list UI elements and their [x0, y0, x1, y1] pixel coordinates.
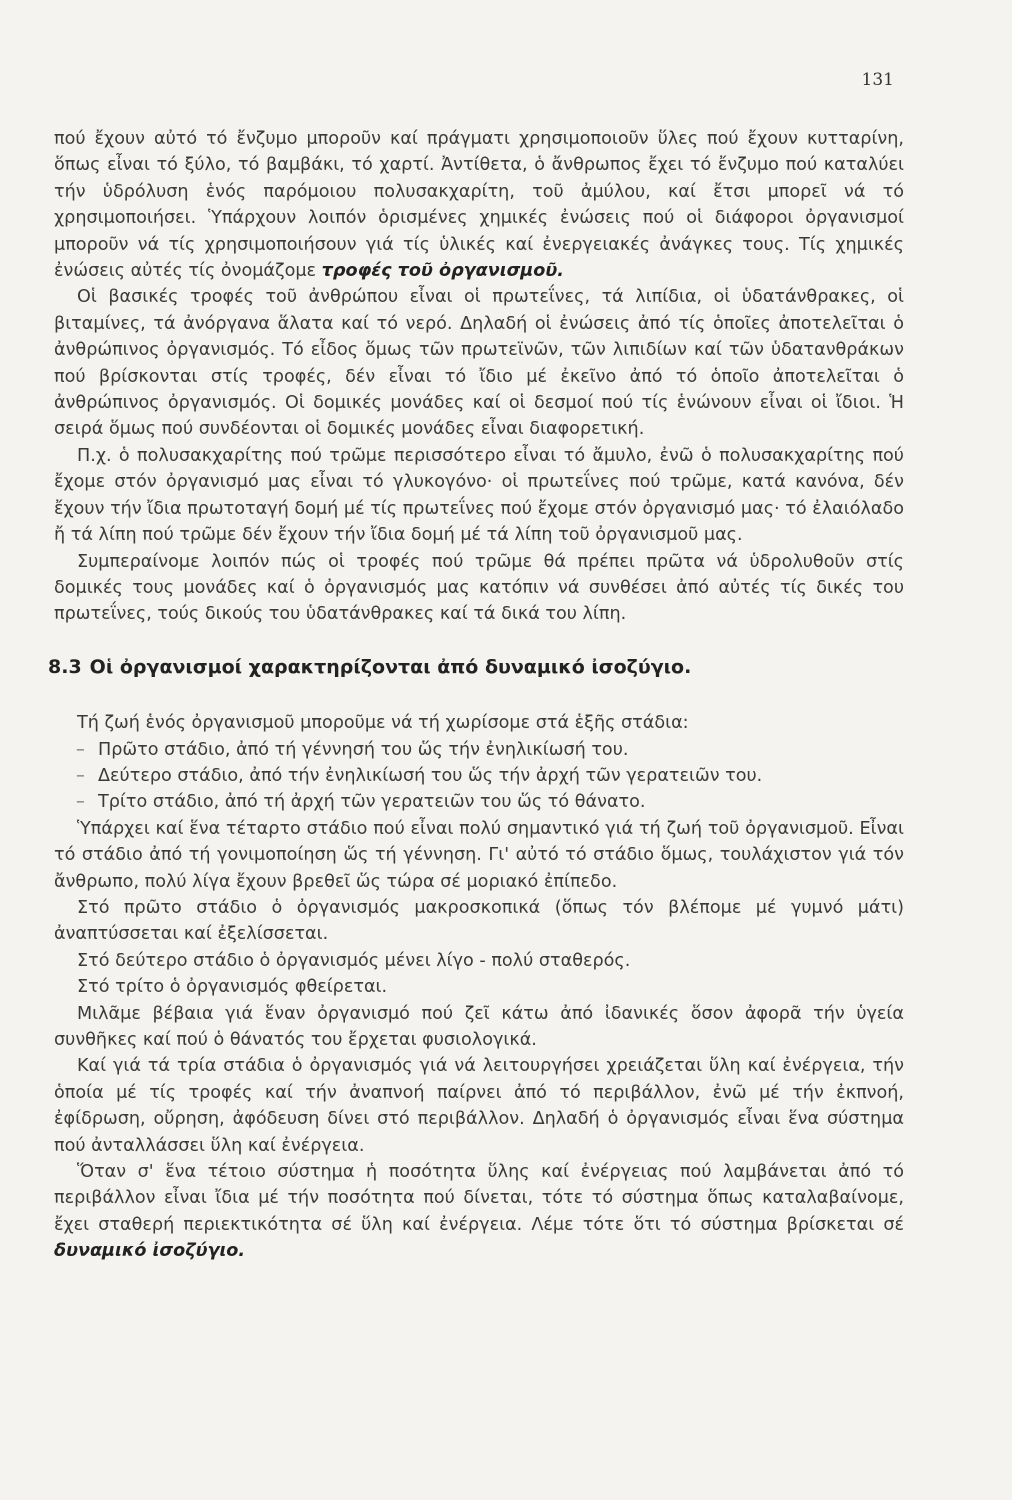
page-number: 131 [861, 70, 894, 90]
key-term: τροφές τοῦ ὀργανισμοῦ. [321, 261, 564, 282]
list-item: – Πρῶτο στάδιο, ἀπό τή γέννησή του ὥς τήν ἐνηλικίωσή του. [54, 737, 904, 763]
paragraph-text: Ὅταν σ' ἕνα τέτοιο σύστημα ἡ ποσότητα ὕλης καί ἐνέργειας πού λαμβάνεται ἀπό τό περιβάλλον εἶναι ἴδια μέ τήν ποσότητα πού δίνεται, τότε τό σύστημα ὅπως καταλαβαίνομε, ἔχει σταθερή περιεκτικότητα σέ ὕλη καί ἐνέργεια. Λέμε τότε ὅτι τό σύστημα βρίσκεται σέ [54, 1162, 904, 1235]
paragraph: Ὑπάρχει καί ἕνα τέταρτο στάδιο πού εἶναι πολύ σημαντικό γιά τή ζωή τοῦ ὀργανισμοῦ. Εἶναι τό στάδιο ἀπό τή γονιμοποίηση ὥς τή γέννηση. Γι' αὐτό τό στάδιο ὅμως, τουλάχιστον γιά τόν ἄνθρωπο, πολύ λίγα ἔχουν βρεθεῖ ὥς τώρα σέ μοριακό ἐπίπεδο. [54, 818, 904, 892]
paragraph [54, 1159, 904, 1265]
paragraph: Μιλᾶμε βέβαια γιά ἕναν ὀργανισμό πού ζεῖ κάτω ἀπό ἰδανικές ὅσον ἀφορᾶ τήν ὑγεία συνθῆκες καί πού ὁ θάνατός του ἔρχεται φυσιολογικά. [54, 1003, 904, 1050]
section-number: 8.3 [48, 655, 82, 678]
stage-list [54, 737, 904, 816]
paragraph-text: πού ἔχουν αὐτό τό ἔνζυμο μποροῦν καί πράγματι χρησιμοποιοῦν ὕλες πού ἔχουν κυτταρίνη, ὅπως εἶναι τό ξύλο, τό βαμβάκι, τό χαρτί. Ἀντίθετα, ὁ ἄνθρωπος ἔχει τό ἔνζυμο πού καταλύει τήν ὑδρόλυση ἑνός παρόμοιου πολυσακχαρίτη, τοῦ ἀμύλου, καί ἔτσι μπορεῖ νά τό χρησιμοποιήσει. Ὑπάρχουν λοιπόν ὁρισμένες χημικές ἐνώσεις πού οἱ διάφοροι ὀργανισμοί μποροῦν νά τίς χρησιμοποιήσουν γιά τίς ὑλικές καί ἐνεργειακές ἀνάγκες τους. Τίς χημικές ἐνώσεις αὐτές τίς ὀνομάζομε [54, 129, 904, 282]
list-item: – Τρίτο στάδιο, ἀπό τή ἀρχή τῶν γερατειῶν του ὥς τό θάνατο. [54, 789, 904, 815]
key-term: δυναμικό ἰσοζύγιο. [54, 1241, 246, 1262]
paragraph [54, 126, 904, 284]
paragraph: Συμπεραίνομε λοιπόν πώς οἱ τροφές πού τρῶμε θά πρέπει πρῶτα νά ὑδρολυθοῦν στίς δομικές τους μονάδες καί ὁ ὀργανισμός μας κατόπιν νά συνθέσει ἀπό αὐτές τίς δικές του πρωτεΐνες, τούς δικούς του ὑδατάνθρακες καί τά δικά του λίπη. [54, 551, 904, 625]
paragraph: Τή ζωή ἑνός ὀργανισμοῦ μποροῦμε νά τή χωρίσομε στά ἑξῆς στάδια: [77, 713, 689, 734]
paragraph: Π.χ. ὁ πολυσακχαρίτης πού τρῶμε περισσότερο εἶναι τό ἄμυλο, ἐνῶ ὁ πολυσακχαρίτης πού ἔχομε στόν ὀργανισμό μας εἶναι τό γλυκογόνο· οἱ πρωτεΐνες πού τρῶμε, κατά κανόνα, δέν ἔχουν τήν ἴδια πρωτοταγή δομή μέ τίς πρωτεΐνες πού ἔχομε στόν ὀργανισμό μας· τό ἐλαιόλαδο ἤ τά λίπη πού τρῶμε δέν ἔχουν τήν ἴδια δομή μέ τά λίπη τοῦ ὀργανισμοῦ μας. [54, 445, 904, 546]
paragraph: Οἱ βασικές τροφές τοῦ ἀνθρώπου εἶναι οἱ πρωτεΐνες, τά λιπίδια, οἱ ὑδατάνθρακες, οἱ βιταμίνες, τά ἀνόργανα ἅλατα καί τό νερό. Δηλαδή οἱ ἐνώσεις ἀπό τίς ὁποῖες ἀποτελεῖται ὁ ἀνθρώπινος ὀργανισμός. Τό εἶδος ὅμως τῶν πρωτεϊνῶν, τῶν λιπιδίων καί τῶν ὑδατανθράκων πού βρίσκονται στίς τροφές, δέν εἶναι τό ἴδιο μέ ἐκεῖνο ἀπό τό ὁποῖο ἀποτελεῖται ὁ ἀνθρώπινος ὀργανισμός. Οἱ δομικές μονάδες καί οἱ δεσμοί πού τίς ἑνώνουν εἶναι οἱ ἴδιοι. Ἡ σειρά ὅμως πού συνδέονται οἱ δομικές μονάδες εἶναι διαφορετική. [54, 287, 904, 440]
section-heading [48, 654, 904, 680]
paragraph: Στό δεύτερο στάδιο ὁ ὀργανισμός μένει λίγο - πολύ σταθερός. [77, 950, 631, 971]
section-title: Οἱ ὀργανισμοί χαρακτηρίζονται ἀπό δυναμικό ἰσοζύγιο. [89, 655, 692, 678]
body-text [48, 126, 904, 1265]
paragraph: Στό τρίτο ὁ ὀργανισμός φθείρεται. [77, 977, 388, 998]
list-item: – Δεύτερο στάδιο, ἀπό τήν ἐνηλικίωσή του ὥς τήν ἀρχή τῶν γερατειῶν του. [54, 763, 904, 789]
paragraph: Καί γιά τά τρία στάδια ὁ ὀργανισμός γιά νά λειτουργήσει χρειάζεται ὕλη καί ἐνέργεια, τήν ὁποία μέ τίς τροφές καί τήν ἀναπνοή παίρνει ἀπό τό περιβάλλον, ἐνῶ μέ τήν ἐκπνοή, ἐφίδρωση, οὔρηση, ἀφόδευση δίνει στό περιβάλλον. Δηλαδή ὁ ὀργανισμός εἶναι ἕνα σύστημα πού ἀνταλλάσσει ὕλη καί ἐνέργεια. [54, 1056, 904, 1156]
paragraph: Στό πρῶτο στάδιο ὁ ὀργανισμός μακροσκοπικά (ὅπως τόν βλέπομε μέ γυμνό μάτι) ἀναπτύσσεται καί ἐξελίσσεται. [54, 897, 904, 945]
